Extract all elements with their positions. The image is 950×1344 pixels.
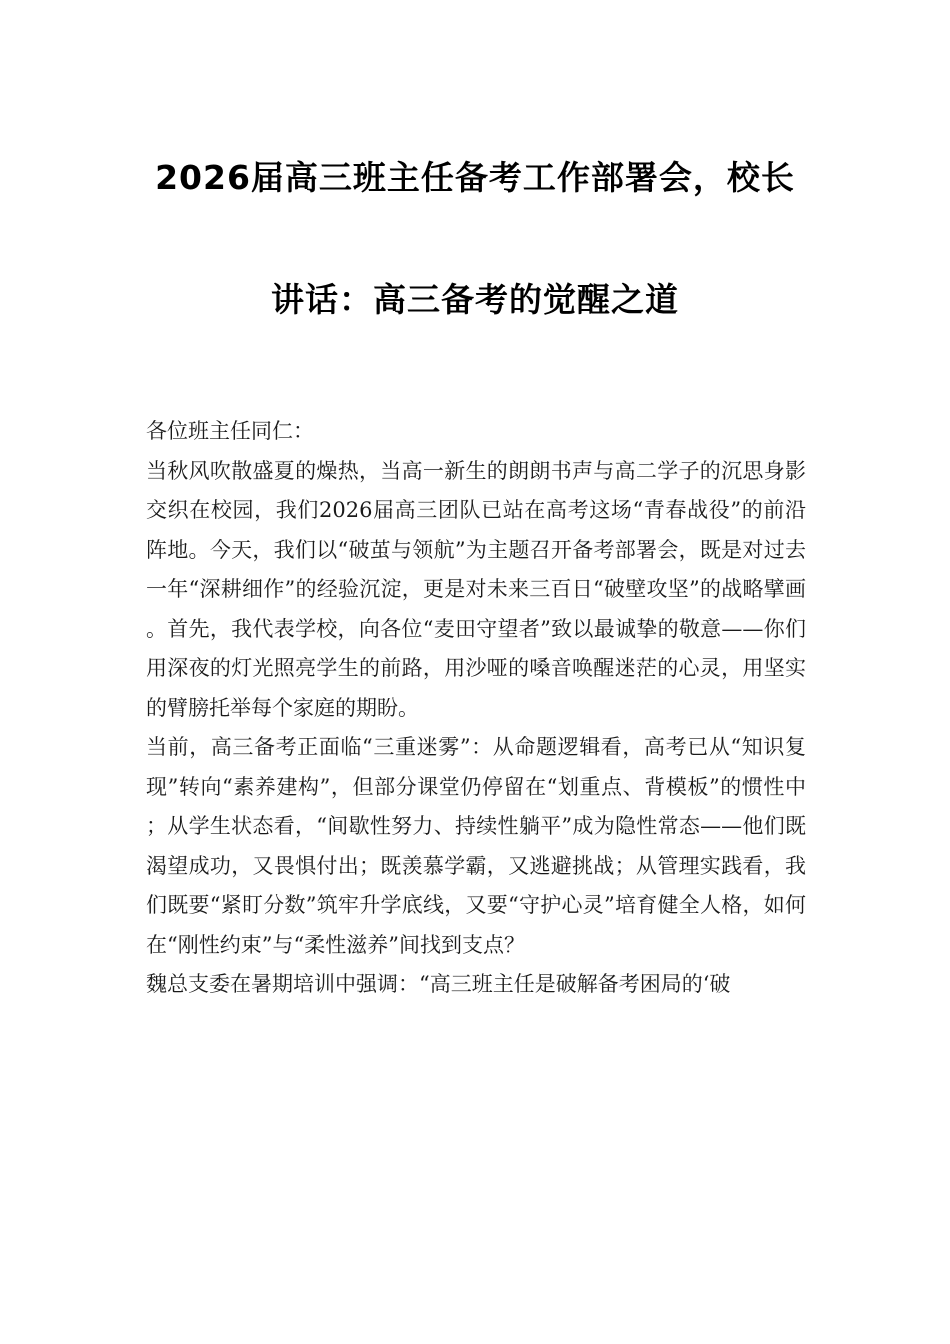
document-body: [146, 412, 806, 1005]
paragraph-3: 魏总支委在暑期培训中强调：“高三班主任是破解备考困局的‘破: [146, 972, 731, 996]
document-title-line-1: 2026届高三班主任备考工作部署会，校长: [155, 158, 795, 197]
document-title-line-2: 讲话：高三备考的觉醒之道: [271, 280, 679, 319]
paragraph-1: 当秋风吹散盛夏的燥热，当高一新生的朗朗书声与高二学子的沉思身影交织在校园，我们2026届高三团队已站在高考这场“青春战役”的前沿阵地。今天，我们以“破茧与领航”为主题召开备考部署会，既是对过去一年“深耕细作”的经验沉淀，更是对未来三百日“破壁攻坚”的战略擘画。首先，我代表学校，向各位“麦田守望者”致以最诚挚的敬意——你们用深夜的灯光照亮学生的前路，用沙哑的嗓音唤醒迷茫的心灵，用坚实的臂膀托举每个家庭的期盼。: [146, 458, 806, 720]
salutation: 各位班主任同仁：: [146, 419, 314, 443]
paragraph-2: 当前，高三备考正面临“三重迷雾”：从命题逻辑看，高考已从“知识复现”转向“素养建构”，但部分课堂仍停留在“划重点、背模板”的惯性中；从学生状态看，“间歇性努力、持续性躺平”成为隐性常态——他们既渴望成功，又畏惧付出；既羡慕学霸，又逃避挑战；从管理实践看，我们既要“紧盯分数”筑牢升学底线，又要“守护心灵”培育健全人格，如何在“刚性约束”与“柔性滋养”间找到支点？: [146, 735, 806, 957]
